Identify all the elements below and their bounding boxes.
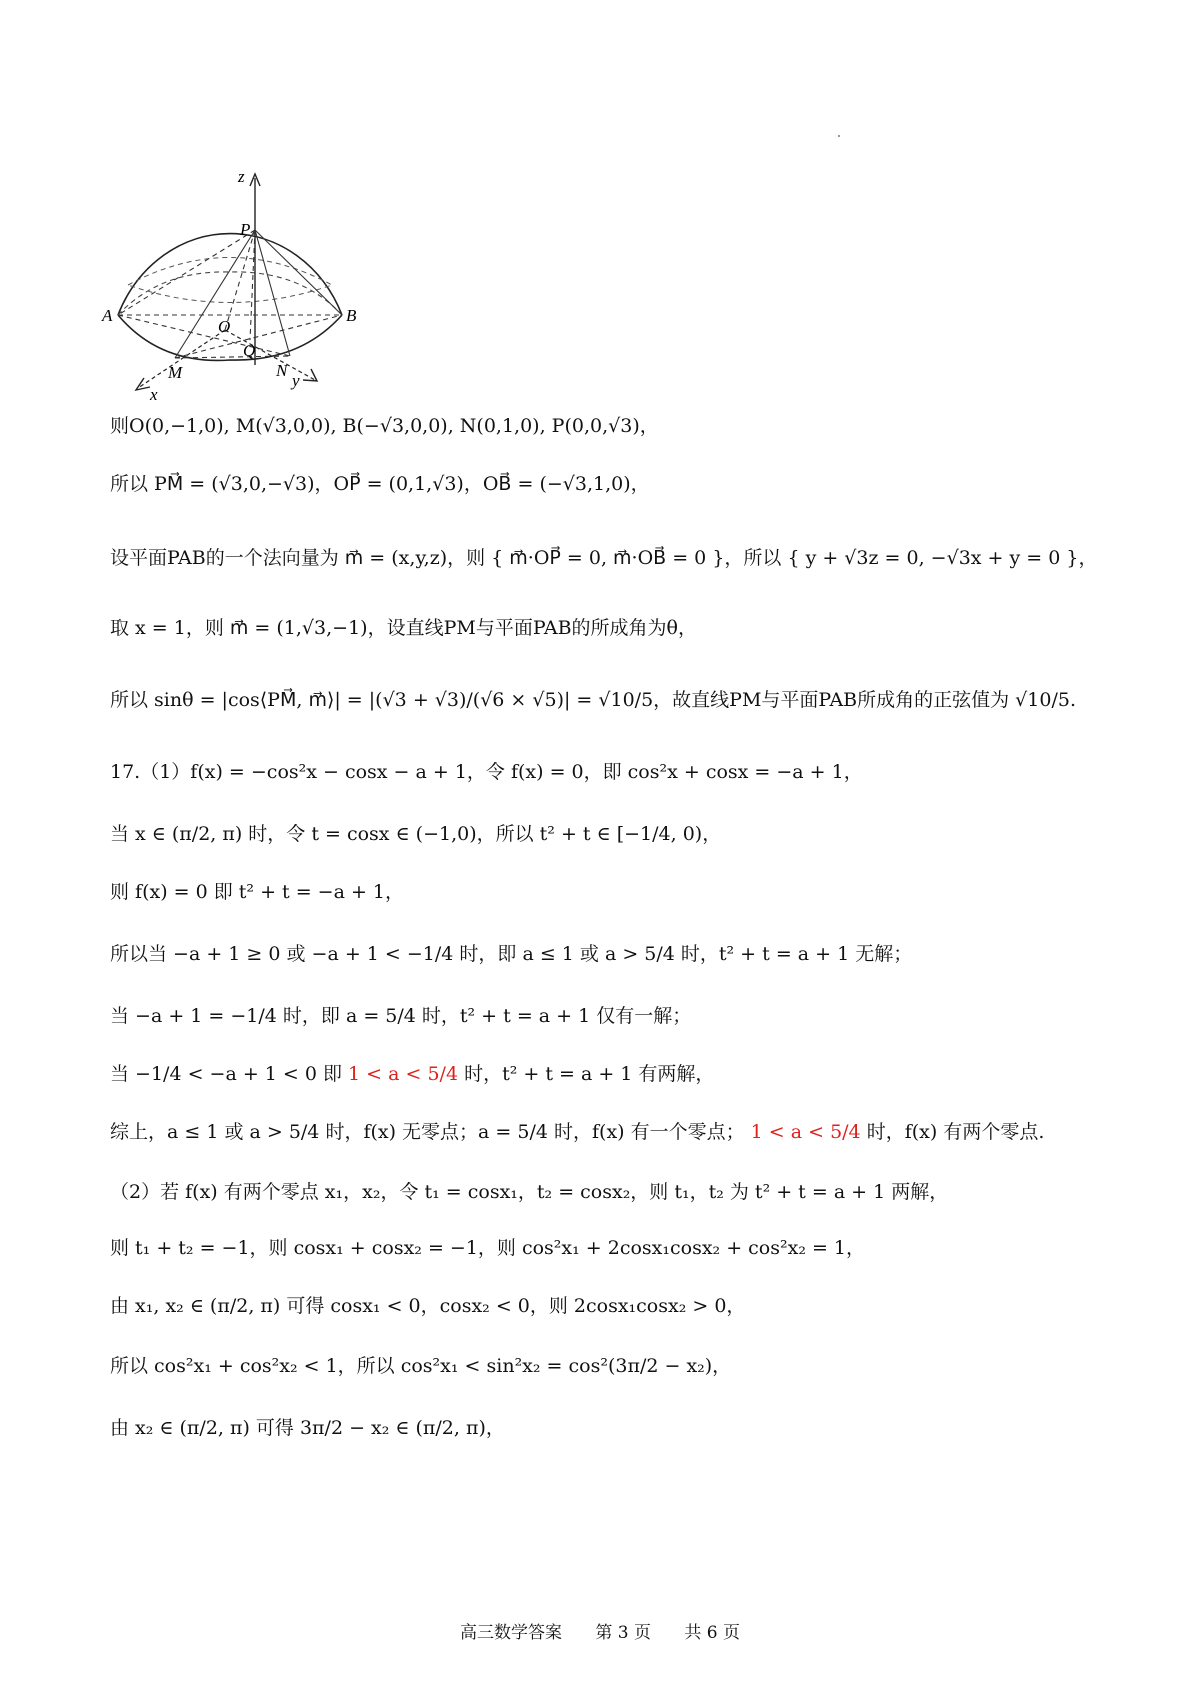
- text-line-7: 当 x ∈ (π/2, π) 时，令 t = cosx ∈ (−1,0)，所以 t² + t ∈ [−1/4, 0)，: [110, 823, 722, 845]
- footer-page: 第 3 页: [595, 1623, 651, 1643]
- text-line-12-start: 综上，a ≤ 1 或 a > 5/4 时，f(x) 无零点；a = 5/4 时，f(x) 有一个零点；: [110, 1121, 745, 1143]
- label-M: M: [168, 363, 183, 382]
- label-B: B: [346, 306, 357, 325]
- text-line-16: 所以 cos²x₁ + cos²x₂ < 1，所以 cos²x₁ < sin²x₂ = cos²(3π/2 − x₂)，: [110, 1355, 732, 1377]
- label-x: x: [150, 385, 158, 404]
- edge-PM: [175, 230, 255, 358]
- text-line-12-end: 时，f(x) 有两个零点.: [866, 1121, 1045, 1143]
- label-z: z: [238, 170, 245, 186]
- text-line-5: 所以 sinθ = |cos⟨PM⃗, m⃗⟩| = |(√3 + √3)/(√6 × √5)| = √10/5，故直线PM与平面PAB所成角的正弦值为 √10/5.: [110, 689, 1076, 711]
- text-line-17: 由 x₂ ∈ (π/2, π) 可得 3π/2 − x₂ ∈ (π/2, π)，: [110, 1417, 505, 1439]
- label-P: P: [240, 220, 251, 239]
- scan-dot: [838, 135, 840, 137]
- label-Q: Q: [243, 341, 256, 360]
- label-y: y: [292, 371, 300, 390]
- base-back: [118, 272, 342, 315]
- text-line-11-end: 时，t² + t = a + 1 有两解，: [464, 1063, 715, 1085]
- text-line-3: 设平面PAB的一个法向量为 m⃗ = (x,y,z)，则 { m⃗·OP⃗ = 0, m⃗·OB⃗ = 0 }，所以 { y + √3z = 0, −√3x + y = 0 }，: [110, 547, 1098, 569]
- text-line-8: 则 f(x) = 0 即 t² + t = −a + 1，: [110, 881, 404, 903]
- y-axis: [225, 330, 315, 380]
- text-line-1: 则O(0,−1,0), M(√3,0,0), B(−√3,0,0), N(0,1,0), P(0,0,√3)，: [110, 415, 659, 437]
- footer-total: 共 6 页: [684, 1623, 741, 1643]
- label-O: O: [218, 317, 231, 336]
- text-line-11: [110, 1058, 1110, 1090]
- edge-PQ: [250, 230, 255, 340]
- text-line-9: 所以当 −a + 1 ≥ 0 或 −a + 1 < −1/4 时，即 a ≤ 1 或 a > 5/4 时，t² + t = a + 1 无解；: [110, 943, 913, 965]
- footer-title: 高三数学答案: [459, 1623, 562, 1643]
- text-line-2: 所以 PM⃗ = (√3,0,−√3)，OP⃗ = (0,1,√3)，OB⃗ = (−√3,1,0)，: [110, 473, 650, 495]
- text-line-6: 17.（1）f(x) = −cos²x − cosx − a + 1，令 f(x) = 0，即 cos²x + cosx = −a + 1，: [110, 761, 863, 783]
- text-line-13: （2）若 f(x) 有两个零点 x₁，x₂，令 t₁ = cosx₁，t₂ = cosx₂，则 t₁，t₂ 为 t² + t = a + 1 两解，: [110, 1181, 949, 1203]
- highlight-range-2: 1 < a < 5/4: [750, 1121, 861, 1143]
- text-line-15: 由 x₁, x₂ ∈ (π/2, π) 可得 cosx₁ < 0，cosx₂ < 0，则 2cosx₁cosx₂ > 0，: [110, 1295, 746, 1317]
- edge-PB: [255, 230, 342, 315]
- text-line-4: 取 x = 1，则 m⃗ = (1,√3,−1)，设直线PM与平面PAB的所成角为θ，: [110, 617, 697, 639]
- highlight-range: 1 < a < 5/4: [348, 1063, 459, 1085]
- label-A: A: [102, 306, 113, 325]
- label-N: N: [276, 361, 288, 380]
- text-line-11-start: 当 −1/4 < −a + 1 < 0 即: [110, 1063, 342, 1085]
- text-line-10: 当 −a + 1 = −1/4 时，即 a = 5/4 时，t² + t = a + 1 仅有一解；: [110, 1005, 692, 1027]
- hemisphere-figure: [100, 170, 400, 435]
- edge-PN: [255, 230, 290, 356]
- mid-ellipse: [128, 258, 332, 303]
- text-line-14: 则 t₁ + t₂ = −1，则 cosx₁ + cosx₂ = −1，则 cos²x₁ + 2cosx₁cosx₂ + cos²x₂ = 1，: [110, 1237, 866, 1259]
- text-line-12: [110, 1116, 1110, 1148]
- page-footer: [0, 1618, 1200, 1643]
